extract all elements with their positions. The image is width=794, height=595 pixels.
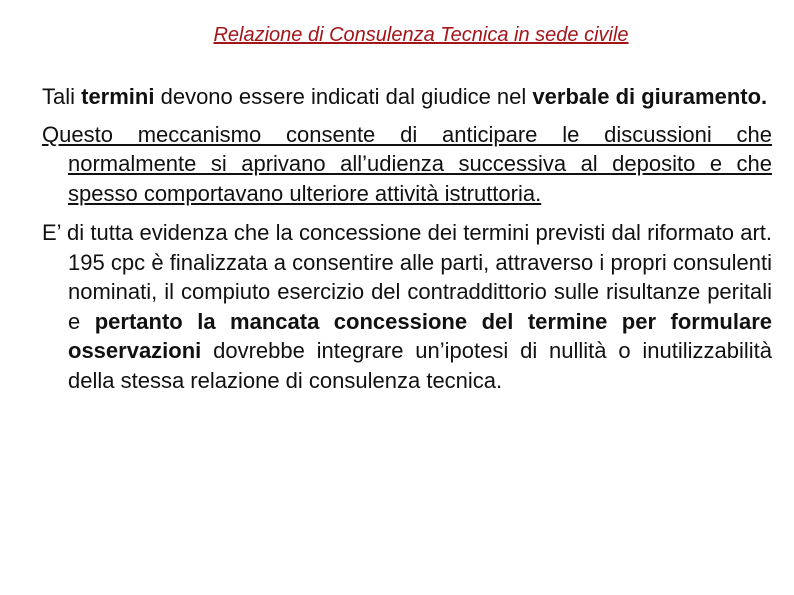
p1-text-1: Tali (42, 84, 82, 109)
p1-text-2: devono essere indicati dal giudice nel (154, 84, 533, 109)
p3-bold-mancata-concessione: pertanto la mancata concessione del termine per formulare osservazioni (68, 308, 772, 363)
p3-text-2: dovrebbe integrare un’ipotesi di nullità o inutilizzabilità della stessa relazione di consulenza tecnica. (68, 338, 772, 393)
p1-bold-termini: termini (81, 84, 155, 109)
slide-body (42, 82, 772, 404)
p3-text-1: E’ di tutta evidenza che la concessione dei termini previsti dal riformato art. 195 cpc è finalizzata a consentire alle parti, attraverso i propri consulenti nominati, il compiuto esercizio del contraddittorio sulle risultanze peritali e (42, 220, 772, 334)
paragraph-meccanismo: Questo meccanismo consente di anticipare le discussioni che normalmente si aprivano all’udienza successiva al deposito e che spesso comportavano ulteriore attività istruttoria. (42, 121, 772, 206)
p1-bold-verbale: verbale di giuramento. (532, 84, 768, 109)
paragraph-termini (42, 82, 772, 112)
paragraph-evidenza (42, 218, 772, 395)
page-title: Relazione di Consulenza Tecnica in sede civile (213, 24, 629, 46)
